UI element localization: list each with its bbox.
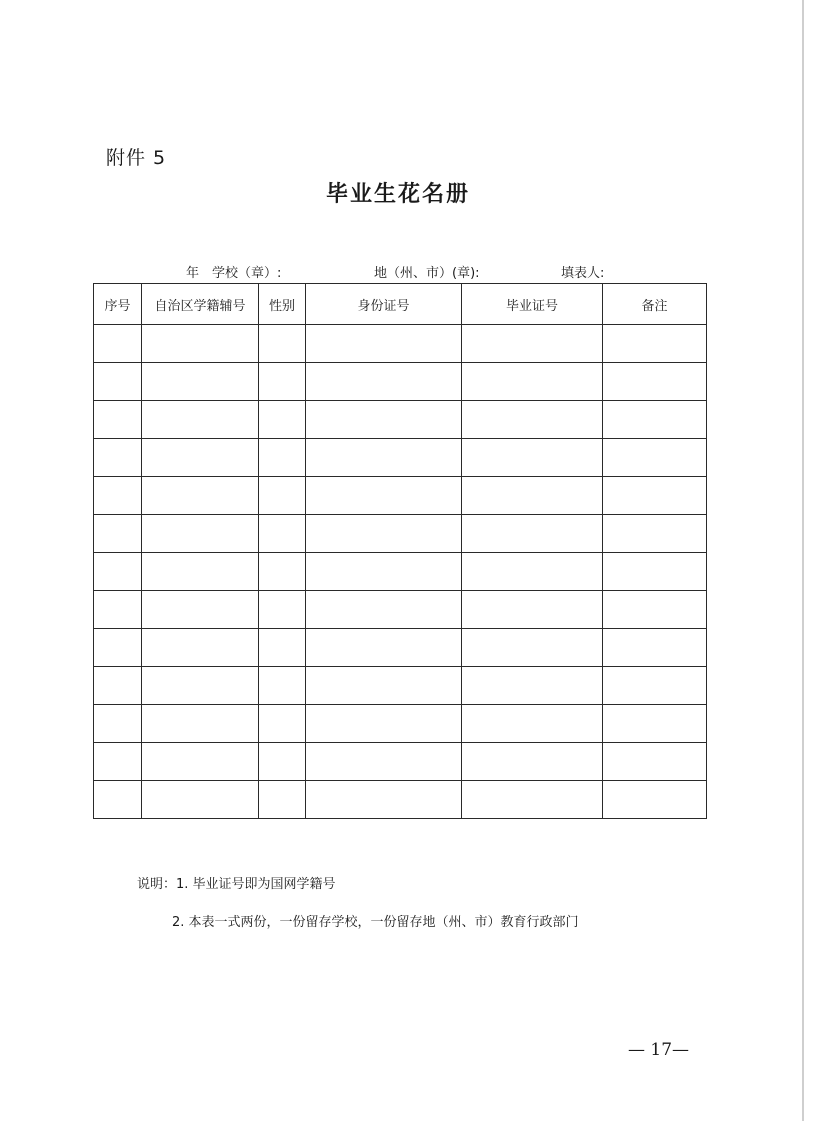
table-cell <box>462 515 603 553</box>
table-cell <box>603 363 707 401</box>
table-cell <box>306 591 462 629</box>
header-gender: 性别 <box>259 284 306 325</box>
table-cell <box>306 439 462 477</box>
table-cell <box>259 439 306 477</box>
table-row <box>94 515 707 553</box>
table-cell <box>306 743 462 781</box>
table-cell <box>94 439 142 477</box>
table-cell <box>603 553 707 591</box>
table-cell <box>142 705 259 743</box>
filler-field-label: 填表人: <box>561 266 605 281</box>
table-cell <box>462 325 603 363</box>
table-cell <box>94 477 142 515</box>
table-row <box>94 363 707 401</box>
table-row <box>94 553 707 591</box>
table-cell <box>94 591 142 629</box>
table-cell <box>306 553 462 591</box>
table-cell <box>94 705 142 743</box>
page-number: — 17— <box>628 1040 690 1060</box>
table-cell <box>306 629 462 667</box>
table-cell <box>259 743 306 781</box>
table-cell <box>259 591 306 629</box>
table-cell <box>462 363 603 401</box>
header-diploma-number: 毕业证号 <box>462 284 603 325</box>
table-cell <box>603 439 707 477</box>
table-cell <box>142 553 259 591</box>
table-cell <box>603 477 707 515</box>
document-title: 毕业生花名册 <box>325 182 470 207</box>
table-cell <box>259 363 306 401</box>
table-row <box>94 439 707 477</box>
table-cell <box>94 667 142 705</box>
table-cell <box>462 705 603 743</box>
table-cell <box>259 477 306 515</box>
table-cell <box>94 781 142 819</box>
table-cell <box>306 781 462 819</box>
table-cell <box>142 439 259 477</box>
table-cell <box>306 477 462 515</box>
table-cell <box>94 743 142 781</box>
table-row <box>94 591 707 629</box>
graduate-roster-table <box>93 283 707 819</box>
table-cell <box>603 325 707 363</box>
table-cell <box>462 781 603 819</box>
year-field-label: 年 <box>186 266 200 281</box>
table-cell <box>306 705 462 743</box>
table-body <box>94 325 707 819</box>
table-cell <box>603 629 707 667</box>
table-row <box>94 477 707 515</box>
table-cell <box>306 363 462 401</box>
form-header-fields <box>0 262 816 282</box>
school-field-label: 学校（章）: <box>212 266 282 281</box>
region-field-label: 地（州、市）(章): <box>374 266 480 281</box>
table-cell <box>94 515 142 553</box>
table-row <box>94 743 707 781</box>
table-cell <box>462 401 603 439</box>
table-cell <box>603 591 707 629</box>
table-cell <box>462 667 603 705</box>
header-id-number: 身份证号 <box>306 284 462 325</box>
note-line-1: 说明：1. 毕业证号即为国网学籍号 <box>137 877 336 892</box>
table-cell <box>259 401 306 439</box>
table-cell <box>306 401 462 439</box>
table-cell <box>142 363 259 401</box>
table-cell <box>306 667 462 705</box>
table-cell <box>142 629 259 667</box>
table-cell <box>259 325 306 363</box>
table-cell <box>603 705 707 743</box>
table-row <box>94 401 707 439</box>
table-cell <box>94 629 142 667</box>
table-cell <box>259 781 306 819</box>
table-cell <box>142 515 259 553</box>
table-cell <box>94 401 142 439</box>
table-cell <box>462 591 603 629</box>
table-cell <box>259 705 306 743</box>
table-row <box>94 781 707 819</box>
note-line-2: 2. 本表一式两份，一份留存学校，一份留存地（州、市）教育行政部门 <box>172 915 579 930</box>
table-cell <box>462 477 603 515</box>
table-cell <box>142 781 259 819</box>
table-cell <box>94 553 142 591</box>
header-student-registration-number: 自治区学籍辅号 <box>142 284 259 325</box>
table-cell <box>259 667 306 705</box>
table-cell <box>94 363 142 401</box>
table-cell <box>259 515 306 553</box>
table-cell <box>603 781 707 819</box>
table-cell <box>603 667 707 705</box>
table-cell <box>259 553 306 591</box>
table-cell <box>142 325 259 363</box>
table-cell <box>142 477 259 515</box>
table-cell <box>462 743 603 781</box>
table-row <box>94 667 707 705</box>
table-cell <box>142 591 259 629</box>
table-cell <box>603 743 707 781</box>
table-cell <box>603 515 707 553</box>
table-cell <box>306 515 462 553</box>
table-cell <box>142 743 259 781</box>
table-header-row <box>94 284 707 325</box>
table-cell <box>259 629 306 667</box>
table-cell <box>142 667 259 705</box>
attachment-label: 附件 5 <box>106 147 167 169</box>
header-remarks: 备注 <box>603 284 707 325</box>
page-edge <box>802 0 804 1121</box>
table-row <box>94 325 707 363</box>
table-cell <box>306 325 462 363</box>
header-serial-number: 序号 <box>94 284 142 325</box>
table-cell <box>603 401 707 439</box>
table-cell <box>462 439 603 477</box>
table-row <box>94 705 707 743</box>
table-cell <box>462 553 603 591</box>
table-cell <box>462 629 603 667</box>
table-row <box>94 629 707 667</box>
table-cell <box>94 325 142 363</box>
table-cell <box>142 401 259 439</box>
